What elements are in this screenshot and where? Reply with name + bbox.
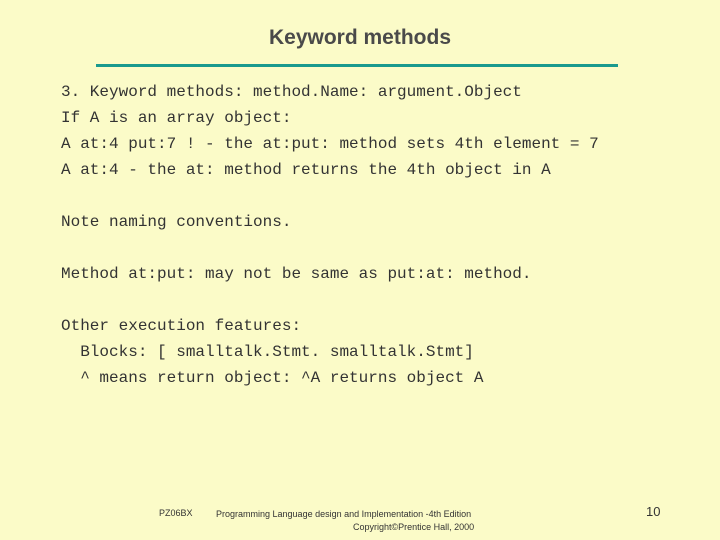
method-note: Method at:put: may not be same as put:at: method. bbox=[61, 265, 532, 283]
page-number: 10 bbox=[646, 504, 661, 519]
blocks-line: Blocks: [ smalltalk.Stmt. smalltalk.Stmt] bbox=[61, 343, 474, 361]
keyword-methods-line: 3. Keyword methods: method.Name: argument.Object bbox=[61, 83, 522, 101]
title-underline bbox=[96, 64, 618, 67]
footer-copyright: Copyright©Prentice Hall, 2000 bbox=[353, 522, 475, 532]
caret-line: ^ means return object: ^A returns object A bbox=[61, 369, 484, 387]
footer-book-info bbox=[213, 508, 474, 534]
array-line: If A is an array object: bbox=[61, 109, 292, 127]
other-features-heading: Other execution features: bbox=[61, 317, 302, 335]
at-put-line: A at:4 put:7 ! - the at:put: method sets 4th element = 7 bbox=[61, 135, 599, 153]
footer-course-code: PZ06BX bbox=[159, 508, 193, 518]
slide-title: Keyword methods bbox=[268, 26, 452, 49]
at-line: A at:4 - the at: method returns the 4th object in A bbox=[61, 161, 551, 179]
footer-book-title: Programming Language design and Implementation -4th Edition bbox=[216, 509, 472, 519]
naming-note: Note naming conventions. bbox=[61, 213, 292, 231]
